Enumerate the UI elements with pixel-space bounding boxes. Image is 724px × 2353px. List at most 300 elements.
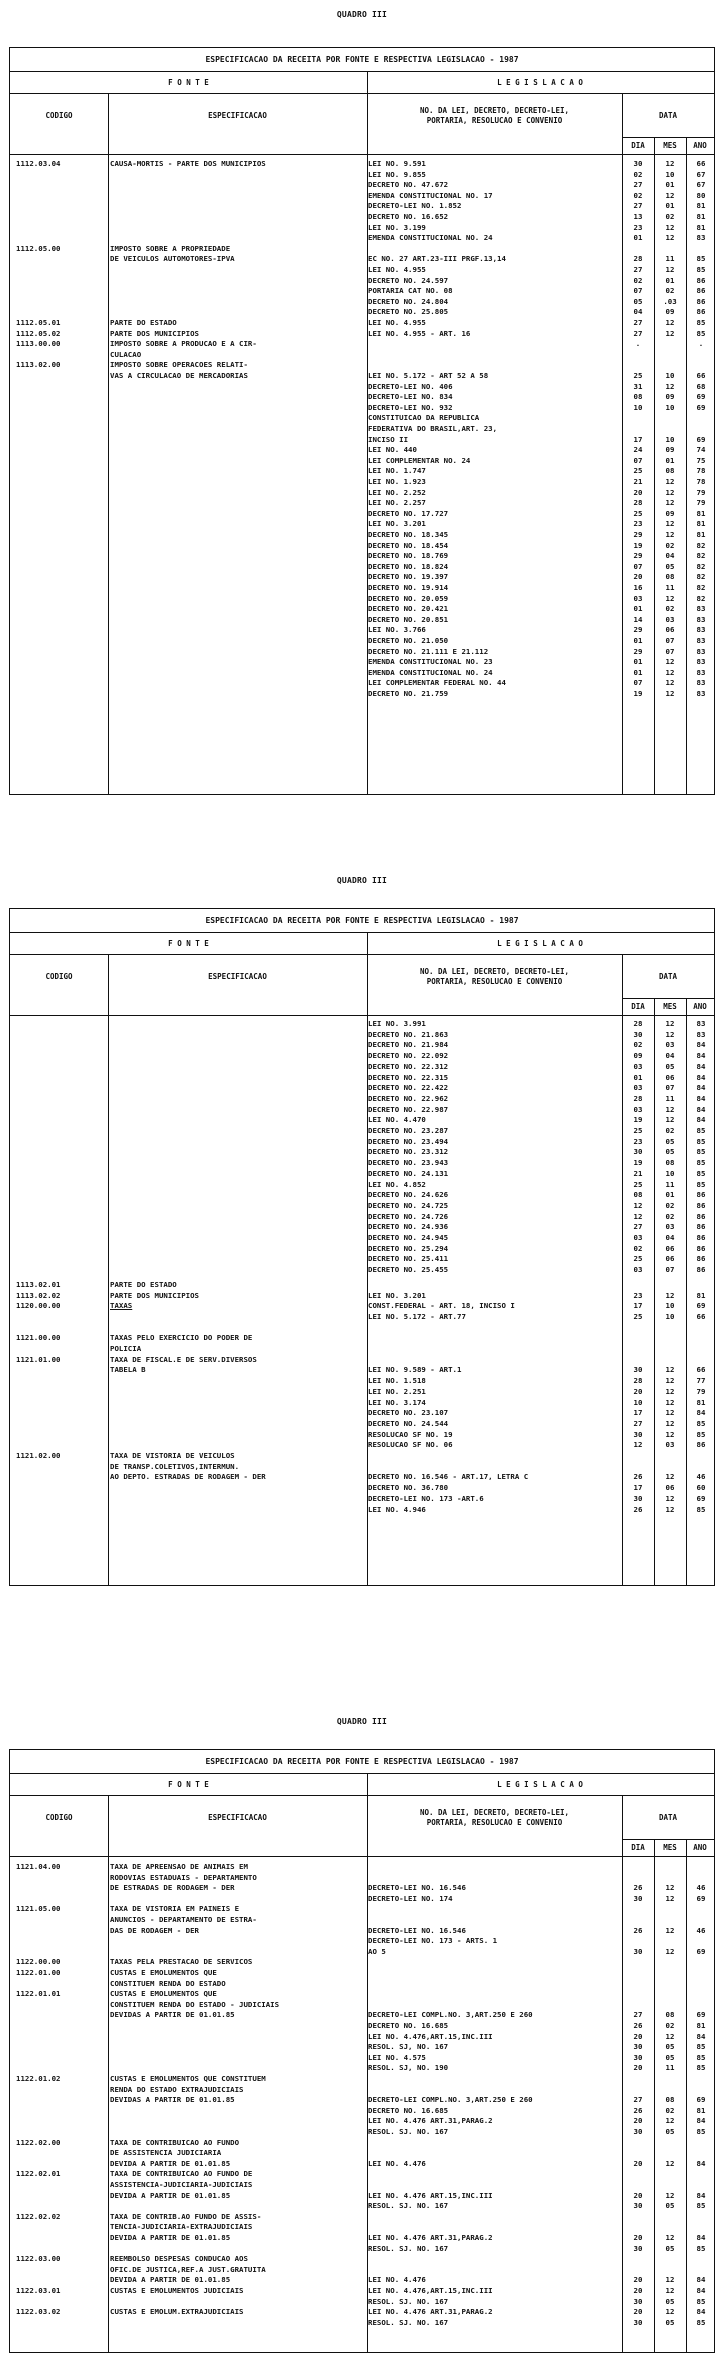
mes-cell <box>654 1904 686 1914</box>
ano-cell: 80 <box>696 190 706 200</box>
dia-cell: 30 <box>633 1147 643 1157</box>
divider <box>10 154 714 155</box>
table-row <box>10 1904 714 1914</box>
ano-cell: 85 <box>696 2201 706 2211</box>
legislacao-cell: DECRETO NO. 20.421 <box>368 604 449 614</box>
dia-cell: 26 <box>633 1504 643 1514</box>
table-row <box>10 2106 714 2116</box>
mes-cell: 03 <box>665 1222 675 1232</box>
ano-cell: 85 <box>696 1418 706 1428</box>
mes-cell: 05 <box>665 2317 675 2327</box>
table-row <box>10 2201 714 2211</box>
ano-cell: 69 <box>696 1301 706 1311</box>
ano-cell: 84 <box>696 1083 706 1093</box>
legislacao-cell: LEI NO. 9.855 <box>368 169 426 179</box>
codigo-cell: 1121.01.00 <box>16 1354 61 1364</box>
divider <box>10 1856 714 1857</box>
ano-cell: . <box>698 339 704 349</box>
ano-cell: 84 <box>696 2158 706 2168</box>
ano-cell <box>686 2222 716 2232</box>
mes-cell: 05 <box>665 1147 675 1157</box>
legislacao-cell: LEI NO. 3.199 <box>368 222 426 232</box>
table-row <box>10 159 714 169</box>
ano-cell <box>686 1862 716 1872</box>
legislacao-cell: EMENDA CONSTITUCIONAL NO. 17 <box>368 190 493 200</box>
dia-cell: 20 <box>633 572 643 582</box>
dia-cell: 28 <box>633 254 643 264</box>
dia-cell <box>622 1462 654 1472</box>
especificacao-header: ESPECIFICACAO <box>208 971 267 981</box>
mes-cell <box>654 1968 686 1978</box>
dia-cell: 19 <box>633 1115 643 1125</box>
mes-cell: 05 <box>665 2127 675 2136</box>
legislacao-cell: RESOL. SJ, NO. 190 <box>368 2063 449 2073</box>
legislacao-cell: DECRETO NO. 24.597 <box>368 275 449 285</box>
dia-cell <box>622 244 654 254</box>
mes-cell <box>654 1280 686 1290</box>
ano-header: ANO <box>693 141 707 150</box>
ano-cell <box>686 1333 716 1343</box>
dia-cell: 28 <box>633 1376 643 1386</box>
codigo-cell: 1122.02.02 <box>16 2211 61 2221</box>
mes-header: MES <box>663 1002 677 1011</box>
legislacao-cell: RESOL. SJ. NO. 167 <box>368 2201 449 2211</box>
dia-cell: 19 <box>633 540 643 550</box>
especificacao-cell: TAXA DE VISTORIA EM PAINEIS E <box>110 1904 240 1914</box>
especificacao-cell: DE ASSISTENCIA JUDICIARIA <box>110 2148 222 2158</box>
dia-header: DIA <box>631 1843 645 1852</box>
mes-cell <box>654 2222 686 2232</box>
legislacao-cell: LEI COMPLEMENTAR NO. 24 <box>368 455 471 465</box>
mes-cell: 04 <box>665 1051 675 1061</box>
legislation-table <box>9 908 715 1586</box>
dia-cell: 13 <box>633 212 643 221</box>
fonte-header: F O N T E <box>168 938 209 948</box>
mes-cell: 12 <box>665 593 675 603</box>
table-row <box>10 456 714 466</box>
dia-cell: 30 <box>633 2201 643 2211</box>
mes-cell: 05 <box>665 2201 675 2211</box>
table-title: ESPECIFICACAO DA RECEITA POR FONTE E RESPECTIVA LEGISLACAO - 1987 <box>10 48 714 72</box>
ano-cell: 85 <box>696 2052 706 2062</box>
dia-cell: 27 <box>633 180 643 190</box>
ano-cell: 85 <box>696 254 706 264</box>
table-row <box>10 1894 714 1904</box>
table-row <box>10 2254 714 2264</box>
legislacao-cell: DECRETO NO. 20.851 <box>368 614 449 624</box>
dia-cell: 21 <box>633 1168 643 1178</box>
legislacao-cell: DECRETO NO. 22.092 <box>368 1051 449 1061</box>
mes-cell: 12 <box>665 1019 675 1028</box>
table-row <box>10 2127 714 2137</box>
table-row <box>10 371 714 381</box>
especificacao-cell: CUSTAS E EMOLUMENTOS QUE <box>110 1989 217 1999</box>
mes-cell <box>654 1462 686 1472</box>
mes-cell: 01 <box>665 201 675 211</box>
mes-cell <box>654 1451 686 1461</box>
legislacao-cell: DECRETO NO. 24.626 <box>368 1190 449 1200</box>
ano-cell: 46 <box>696 1925 706 1935</box>
legislacao-cell: LEI NO. 4.476 ART.31,PARAG.2 <box>368 2116 493 2126</box>
ano-cell: 85 <box>696 1429 706 1439</box>
mes-cell: 12 <box>665 2275 675 2285</box>
dia-cell <box>622 2222 654 2232</box>
especificacao-cell: POLICIA <box>110 1344 142 1353</box>
table-row <box>10 1483 714 1493</box>
legislacao-cell: DECRETO NO. 23.107 <box>368 1408 449 1418</box>
ano-cell: 85 <box>696 2317 706 2327</box>
table-row <box>10 1355 714 1365</box>
legislacao-cell: DECRETO-LEI COMPL.NO. 3,ART.250 E 260 <box>368 2010 533 2020</box>
table-row <box>10 1505 714 1515</box>
dia-cell <box>622 1968 654 1978</box>
table-row <box>10 1073 714 1083</box>
mes-cell: 02 <box>665 604 675 614</box>
dia-cell <box>622 2180 654 2190</box>
especificacao-cell: CUSTAS E EMOLUMENTOS JUDICIAIS <box>110 2286 244 2295</box>
dia-cell: 27 <box>633 2095 643 2105</box>
mes-cell: 02 <box>665 1200 675 1210</box>
ano-cell <box>686 2000 716 2010</box>
especificacao-cell: RENDA DO ESTADO EXTRAJUDICIAIS <box>110 2084 244 2094</box>
legislacao-cell: EC NO. 27 ART.23-III PRGF.13,14 <box>368 254 506 264</box>
ano-cell: 84 <box>696 2307 706 2317</box>
mes-cell: 12 <box>665 2233 675 2242</box>
codigo-cell: 1122.02.01 <box>16 2169 61 2179</box>
ano-cell: 86 <box>696 1200 706 1210</box>
dia-cell: 25 <box>633 466 643 476</box>
legislacao-cell: LEI NO. 4.852 <box>368 1179 426 1189</box>
legislacao-cell: DECRETO NO. 16.685 <box>368 2021 449 2030</box>
mes-cell: 12 <box>665 657 675 667</box>
especificacao-cell: DEVIDA A PARTIR DE 01.01.85 <box>110 2275 231 2285</box>
especificacao-cell: CUSTAS E EMOLUMENTOS QUE CONSTITUEM <box>110 2074 266 2083</box>
mes-cell <box>654 2180 686 2190</box>
especificacao-cell: TAXA DE FISCAL.E DE SERV.DIVERSOS <box>110 1354 257 1364</box>
mes-cell: 12 <box>665 1115 675 1125</box>
ano-cell <box>686 2148 716 2158</box>
table-row <box>10 1451 714 1461</box>
ano-cell: 85 <box>696 1179 706 1189</box>
legislacao-cell: LEI NO. 5.172 - ART.77 <box>368 1311 466 1321</box>
dia-cell: 25 <box>633 1254 643 1264</box>
codigo-header: CODIGO <box>45 110 73 120</box>
table-row <box>10 625 714 635</box>
mes-cell <box>654 244 686 254</box>
legislacao-cell: LEI NO. 4.476 ART.31,PARAG.2 <box>368 2233 493 2242</box>
mes-cell: 04 <box>665 551 675 561</box>
table-row <box>10 562 714 572</box>
codigo-cell: 1122.03.00 <box>16 2254 61 2264</box>
dia-cell: 30 <box>633 1946 643 1956</box>
mes-cell <box>654 2169 686 2179</box>
table-row <box>10 2000 714 2010</box>
legislacao-cell: DECRETO NO. 22.962 <box>368 1093 449 1103</box>
dia-cell <box>622 1915 654 1925</box>
mes-cell: 01 <box>665 180 675 190</box>
legislacao-cell: LEI NO. 4.470 <box>368 1115 426 1125</box>
codigo-cell: 1112.05.00 <box>16 243 61 253</box>
especificacao-cell: TAXAS <box>110 1301 133 1311</box>
mes-cell: 05 <box>665 2042 675 2052</box>
dia-cell: 27 <box>633 1418 643 1428</box>
legislacao-desc-line-2: PORTARIA, RESOLUCAO E CONVENIO <box>426 976 563 986</box>
table-row <box>10 254 714 264</box>
especificacao-cell: TAXA DE CONTRIB.AO FUNDO DE ASSIS- <box>110 2211 262 2221</box>
ano-cell: 75 <box>696 455 706 465</box>
mes-cell <box>654 2074 686 2084</box>
ano-cell: 66 <box>696 159 706 168</box>
ano-cell: 84 <box>696 2286 706 2295</box>
legislacao-cell: LEI NO. 1.518 <box>368 1376 426 1386</box>
ano-cell: 83 <box>696 625 706 635</box>
table-row <box>10 1430 714 1440</box>
mes-cell: 10 <box>665 371 675 380</box>
mes-cell: 05 <box>665 2296 675 2306</box>
table-row <box>10 2032 714 2042</box>
especificacao-cell: TAXA DE VISTORIA DE VEICULOS <box>110 1451 235 1460</box>
mes-cell: 08 <box>665 1158 675 1168</box>
table-row <box>10 424 714 434</box>
dia-cell: 29 <box>633 625 643 635</box>
table-row <box>10 1873 714 1883</box>
ano-cell: 86 <box>696 1243 706 1253</box>
mes-cell: 10 <box>665 1311 675 1321</box>
table-row <box>10 1212 714 1222</box>
codigo-header: CODIGO <box>45 1812 73 1822</box>
dia-cell <box>622 2148 654 2158</box>
ano-cell: 81 <box>696 201 706 211</box>
mes-cell: 12 <box>665 1376 675 1386</box>
ano-cell: 82 <box>696 540 706 550</box>
dia-cell: 17 <box>633 1408 643 1418</box>
dia-cell: 23 <box>633 1290 643 1300</box>
ano-cell: 67 <box>696 180 706 190</box>
table-row <box>10 541 714 551</box>
ano-cell: 83 <box>696 614 706 624</box>
table-row <box>10 223 714 233</box>
ano-cell: 86 <box>696 1265 706 1275</box>
especificacao-cell: DEVIDAS A PARTIR DE 01.01.85 <box>110 2010 235 2020</box>
legislacao-cell: DECRETO-LEI NO. 174 <box>368 1893 453 1903</box>
ano-cell: 74 <box>696 445 706 455</box>
ano-cell <box>686 424 716 434</box>
codigo-cell: 1120.00.00 <box>16 1301 61 1311</box>
legislacao-cell: EMENDA CONSTITUCIONAL NO. 24 <box>368 233 493 243</box>
ano-cell: 83 <box>696 689 706 698</box>
table-row <box>10 360 714 370</box>
especificacao-cell: IMPOSTO SOBRE OPERACOES RELATI- <box>110 360 248 370</box>
legislacao-cell: LEI NO. 4.476 ART.31,PARAG.2 <box>368 2307 493 2317</box>
ano-cell: 81 <box>696 2105 706 2115</box>
mes-cell: 02 <box>665 2021 675 2030</box>
mes-cell <box>654 413 686 423</box>
dia-cell: 27 <box>633 265 643 274</box>
mes-cell: 01 <box>665 275 675 285</box>
ano-cell: 82 <box>696 572 706 582</box>
dia-cell: 25 <box>633 1179 643 1189</box>
mes-cell: 12 <box>665 1429 675 1439</box>
ano-cell <box>686 2212 716 2222</box>
ano-cell <box>686 2085 716 2095</box>
mes-cell: 05 <box>665 1136 675 1146</box>
dia-cell <box>622 1936 654 1946</box>
dia-cell: 21 <box>633 477 643 486</box>
mes-cell: 12 <box>665 530 675 539</box>
mes-cell <box>654 2085 686 2095</box>
legislacao-cell: DECRETO-LEI NO. 16.546 <box>368 1925 466 1935</box>
page-title: QUADRO III <box>336 1717 388 1726</box>
ano-cell: 84 <box>696 1072 706 1082</box>
table-row <box>10 477 714 487</box>
table-row <box>10 689 714 699</box>
legislacao-cell: LEI NO. 4.476,ART.15,INC.III <box>368 2031 493 2041</box>
legislacao-cell: LEI COMPLEMENTAR FEDERAL NO. 44 <box>368 678 506 688</box>
ano-cell <box>686 413 716 423</box>
table-row <box>10 191 714 201</box>
table-row <box>10 2222 714 2232</box>
table-row <box>10 1862 714 1872</box>
table-row <box>10 2021 714 2031</box>
legislacao-cell: DECRETO NO. 25.455 <box>368 1265 449 1275</box>
table-row <box>10 2169 714 2179</box>
ano-cell: 81 <box>696 2021 706 2030</box>
legislacao-cell: DECRETO NO. 22.312 <box>368 1061 449 1071</box>
table-row <box>10 212 714 222</box>
ano-cell: 86 <box>696 296 706 306</box>
legislacao-cell: DECRETO-LEI COMPL.NO. 3,ART.250 E 260 <box>368 2095 533 2105</box>
mes-cell: 12 <box>665 222 675 232</box>
dia-cell: 23 <box>633 222 643 232</box>
table-row <box>10 1494 714 1504</box>
ano-cell: 84 <box>696 1093 706 1103</box>
table-row <box>10 1169 714 1179</box>
especificacao-cell: TENCIA-JUDICIARIA-EXTRAJUDICIAIS <box>110 2222 253 2232</box>
legislacao-cell: RESOL. SJ, NO. 167 <box>368 2042 449 2052</box>
table-row <box>10 276 714 286</box>
dia-cell: 01 <box>633 636 643 645</box>
table-row <box>10 1936 714 1946</box>
ano-cell: 83 <box>696 233 706 243</box>
dia-cell: 08 <box>633 1190 643 1200</box>
table-row <box>10 1019 714 1029</box>
table-row <box>10 2010 714 2020</box>
dia-cell: 12 <box>633 1440 643 1450</box>
table-row <box>10 413 714 423</box>
dia-cell: 20 <box>633 2307 643 2317</box>
ano-cell: 67 <box>696 169 706 179</box>
ano-cell: 83 <box>696 678 706 688</box>
dia-cell: 23 <box>633 519 643 529</box>
table-row <box>10 2159 714 2169</box>
table-row <box>10 498 714 508</box>
dia-cell: 02 <box>633 275 643 285</box>
mes-cell <box>654 424 686 434</box>
mes-cell: 12 <box>665 678 675 688</box>
table-row <box>10 2307 714 2317</box>
dia-cell <box>622 2212 654 2222</box>
ano-cell: 86 <box>696 286 706 296</box>
table-row <box>10 392 714 402</box>
mes-cell: 12 <box>665 1290 675 1300</box>
table-row <box>10 615 714 625</box>
ano-cell <box>686 2180 716 2190</box>
mes-cell <box>654 2138 686 2148</box>
legislacao-cell: CONSTITUICAO DA REPUBLICA <box>368 413 480 423</box>
table-row <box>10 2138 714 2148</box>
table-row <box>10 2265 714 2275</box>
dia-cell <box>622 1344 654 1354</box>
table-row <box>10 1244 714 1254</box>
especificacao-cell: DEVIDAS A PARTIR DE 01.01.85 <box>110 2095 235 2105</box>
legislacao-cell: DECRETO-LEI NO. 16.546 <box>368 1883 466 1893</box>
ano-cell <box>686 1873 716 1883</box>
dia-cell: 20 <box>633 2233 643 2242</box>
mes-cell <box>654 1333 686 1343</box>
dia-cell: 29 <box>633 551 643 561</box>
codigo-cell: 1122.01.02 <box>16 2074 61 2083</box>
dia-cell: 27 <box>633 2010 643 2020</box>
data-header: DATA <box>658 110 678 120</box>
ano-cell <box>686 2138 716 2148</box>
ano-cell <box>686 1280 716 1290</box>
ano-cell: 69 <box>696 2010 706 2020</box>
mes-header: MES <box>663 141 677 150</box>
ano-cell <box>686 1957 716 1967</box>
ano-cell: 69 <box>696 1493 706 1503</box>
codigo-cell: 1121.00.00 <box>16 1333 61 1343</box>
mes-cell: 12 <box>665 1883 675 1893</box>
table-row <box>10 668 714 678</box>
mes-cell: 10 <box>665 169 675 179</box>
table-row <box>10 1376 714 1386</box>
dia-cell: 27 <box>633 1222 643 1232</box>
ano-cell <box>686 2169 716 2179</box>
dia-cell: 30 <box>633 2243 643 2253</box>
dia-cell: 25 <box>633 371 643 380</box>
especificacao-cell: ANUNCIOS - DEPARTAMENTO DE ESTRA- <box>110 1915 257 1924</box>
table-row <box>10 435 714 445</box>
legislacao-cell: INCISO II <box>368 434 409 444</box>
legislacao-cell: DECRETO NO. 23.312 <box>368 1147 449 1157</box>
dia-cell <box>622 1979 654 1989</box>
dia-cell <box>622 2138 654 2148</box>
ano-cell: 81 <box>696 519 706 529</box>
legislacao-cell: DECRETO NO. 24.544 <box>368 1418 449 1428</box>
ano-cell: 79 <box>696 1386 706 1396</box>
legislacao-desc-line-1: NO. DA LEI, DECRETO, DECRETO-LEI, <box>419 1807 569 1817</box>
table-row <box>10 1030 714 1040</box>
ano-cell: 85 <box>696 2243 706 2253</box>
dia-cell: 31 <box>633 381 643 391</box>
mes-cell: 10 <box>665 1168 675 1178</box>
dia-cell: 07 <box>633 561 643 571</box>
ano-cell: 69 <box>696 1893 706 1903</box>
dia-cell: 20 <box>633 2063 643 2073</box>
legislacao-cell: DECRETO-LEI NO. 932 <box>368 402 453 412</box>
legislacao-desc-line-2: PORTARIA, RESOLUCAO E CONVENIO <box>426 1817 563 1827</box>
ano-cell: 66 <box>696 1311 706 1321</box>
mes-cell: 12 <box>665 1365 675 1375</box>
legislacao-desc-header <box>367 94 622 137</box>
table-row <box>10 307 714 317</box>
dia-cell: 19 <box>633 689 643 698</box>
table-row <box>10 509 714 519</box>
table-row <box>10 1233 714 1243</box>
table-row <box>10 2116 714 2126</box>
legislacao-cell: DECRETO NO. 24.131 <box>368 1168 449 1178</box>
legislacao-header: L E G I S L A C A O <box>497 938 583 948</box>
